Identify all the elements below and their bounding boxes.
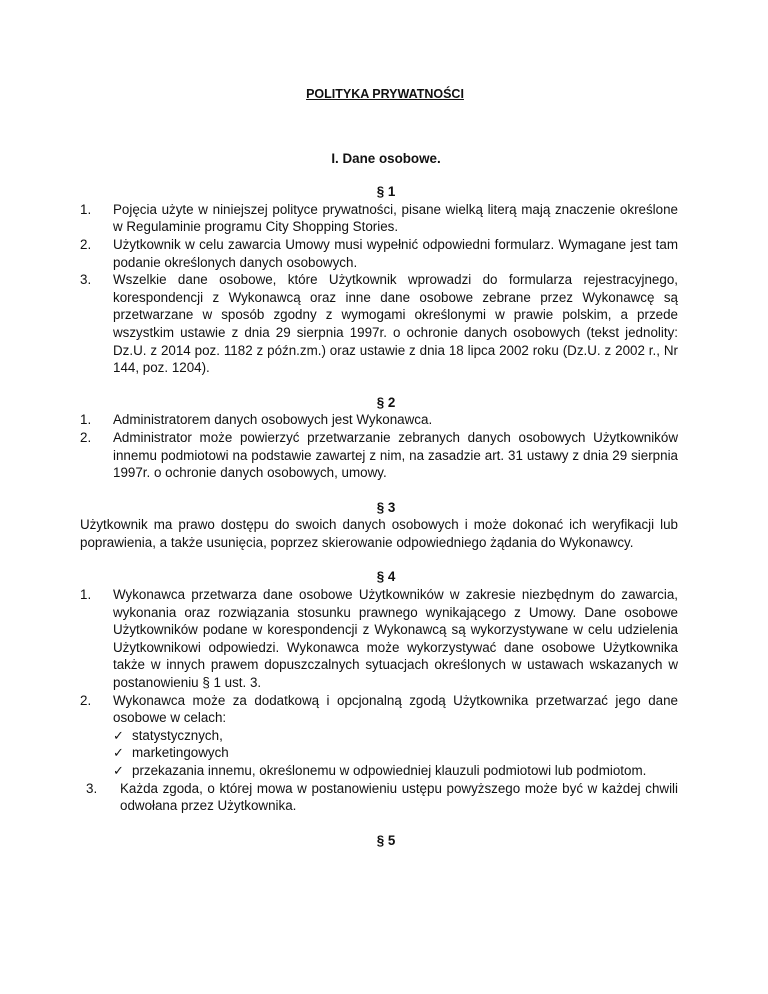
purpose-checklist bbox=[113, 727, 678, 780]
checklist-text: statystycznych, bbox=[132, 727, 223, 743]
paragraph-4-heading: § 4 bbox=[376, 569, 396, 585]
list-item bbox=[80, 586, 678, 692]
item-number: 1. bbox=[80, 201, 92, 217]
list-item bbox=[80, 411, 678, 429]
checklist-item bbox=[113, 727, 678, 745]
item-text: Każda zgoda, o której mowa w postanowieniu ustępu powyższego może być w każdej chwili odwołana przez Użytkownika. bbox=[120, 780, 678, 814]
item-text: Administrator może powierzyć przetwarzanie zebranych danych osobowych Użytkowników innemu podmiotowi na podstawie zawartej z nim, na zasadzie art. 31 ustawy z dnia 29 sierpnia 1997r. o ochronie danych osobowych, umowy. bbox=[113, 429, 678, 481]
list-item bbox=[80, 692, 678, 780]
paragraph-3-text: Użytkownik ma prawo dostępu do swoich danych osobowych i może dokonać ich weryfikacji lub poprawienia, a także usunięcia, poprzez skierowanie odpowiedniego żądania do Wykonawcy. bbox=[80, 517, 678, 550]
item-number: 3. bbox=[86, 780, 98, 796]
item-number: 3. bbox=[80, 272, 92, 288]
paragraph-1-heading: § 1 bbox=[376, 184, 396, 200]
checkmark-icon: ✓ bbox=[113, 745, 124, 761]
item-number: 2. bbox=[80, 429, 92, 445]
list-item bbox=[80, 271, 678, 377]
list-item bbox=[80, 236, 678, 271]
paragraph-5-heading: § 5 bbox=[376, 832, 396, 848]
item-number: 2. bbox=[80, 692, 92, 708]
list-item bbox=[80, 429, 678, 482]
item-text: Wykonawca może za dodatkową i opcjonalną zgodą Użytkownika przetwarzać jego dane osobowe w celach: bbox=[113, 692, 678, 726]
section-title: I. Dane osobowe. bbox=[331, 150, 441, 166]
item-text: Pojęcia użyte w niniejszej polityce prywatności, pisane wielką literą mają znaczenie określone w Regulaminie programu City Shopping Stories. bbox=[113, 201, 678, 235]
checkmark-icon: ✓ bbox=[113, 763, 124, 778]
item-text: Użytkownik w celu zawarcia Umowy musi wypełnić odpowiedni formularz. Wymagane jest tam podanie określonych danych osobowych. bbox=[113, 236, 678, 270]
item-text: Wykonawca przetwarza dane osobowe Użytkowników w zakresie niezbędnym do zawarcia, wykonania oraz rozwiązania stosunku prawnego wynikającego z Umowy. Dane osobowe Użytkowników podane w korespondencji z Wykonawcą są wykorzystywane w celu udzielenia Użytkownikowi odpowiedzi. Wykonawca może wykorzystywać dane osobowe Użytkownika także w innych prawem dopuszczalnych sytuacjach określonych w ustawach wskazanych w postanowieniu § 1 ust. 3. bbox=[113, 587, 678, 691]
item-number: 1. bbox=[80, 587, 92, 603]
checklist-item bbox=[113, 744, 678, 762]
paragraph-3-heading: § 3 bbox=[376, 499, 396, 515]
list-item bbox=[80, 201, 678, 236]
list-item bbox=[80, 780, 678, 815]
paragraph-1-list bbox=[80, 201, 678, 377]
checklist-text: marketingowych bbox=[132, 745, 229, 761]
item-number: 2. bbox=[80, 236, 92, 252]
paragraph-4-list bbox=[80, 586, 678, 815]
paragraph-2-heading: § 2 bbox=[376, 394, 396, 410]
checkmark-icon: ✓ bbox=[113, 727, 124, 743]
document-title: POLITYKA PRYWATNOŚCI bbox=[306, 87, 464, 101]
item-number: 1. bbox=[80, 412, 92, 428]
document-page bbox=[80, 86, 678, 849]
item-text: Administratorem danych osobowych jest Wykonawca. bbox=[113, 412, 433, 428]
item-text: Wszelkie dane osobowe, które Użytkownik wprowadzi do formularza rejestracyjnego, korespondencji z Wykonawcą oraz inne dane osobowe zebrane przez Wykonawcę są przetwarzane w sposób zgodny z wymogami określonymi w prawie polskim, a przede wszystkim ustawie z dnia 29 sierpnia 1997r. o ochronie danych osobowych (tekst jednolity: Dz.U. z 2014 poz. 1182 z późn.zm.) oraz ustawie z dnia 18 lipca 2002 roku (Dz.U. z 2002 r., Nr 144, poz. 1204). bbox=[113, 272, 678, 376]
checklist-item bbox=[113, 762, 678, 780]
paragraph-2-list bbox=[80, 411, 678, 481]
checklist-text: przekazania innemu, określonemu w odpowiedniej klauzuli podmiotowi lub podmiotom. bbox=[132, 763, 647, 778]
